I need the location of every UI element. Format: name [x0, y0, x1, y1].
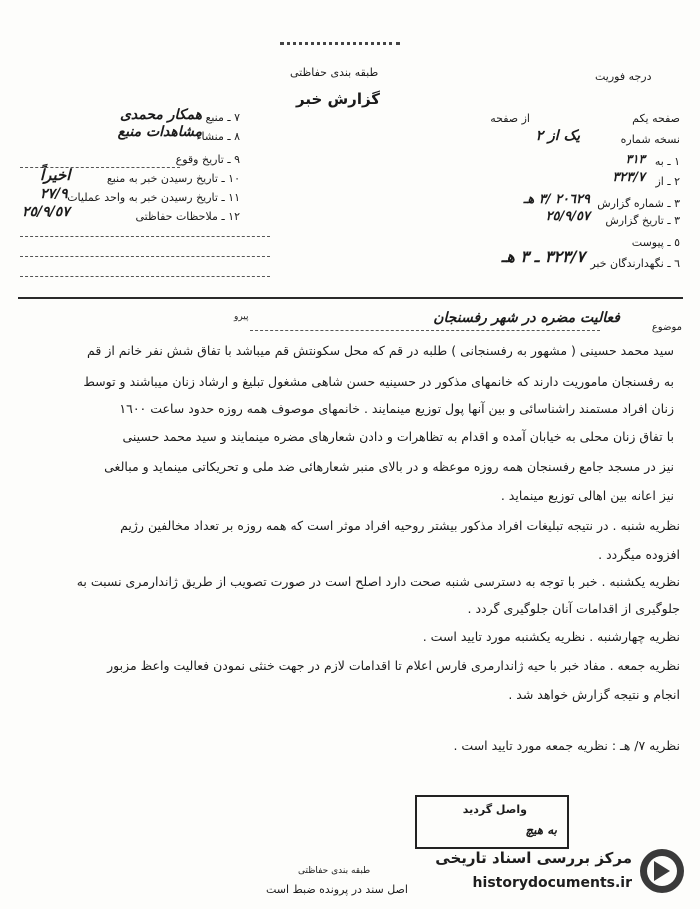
- subject-side-note: پیرو: [234, 312, 249, 322]
- field-report-number-label: ٣ ـ شماره گزارش: [597, 197, 680, 210]
- field-security-notes-label: ١٢ ـ ملاحظات حفاظتی: [135, 210, 240, 223]
- header-separator: [18, 297, 683, 299]
- watermark-url: historydocuments.ir: [472, 875, 632, 891]
- classification-bottom: طبقه بندی حفاظتی: [298, 866, 371, 876]
- body-line: نیز اعانه بین اهالی توزیع مینماید .: [500, 488, 674, 503]
- opinion-line: جلوگیری از اقدامات آنان جلوگیری گردد .: [467, 601, 680, 616]
- opinion-line: انجام و نتیجه گزارش خواهد شد .: [508, 687, 680, 702]
- field-date-ops-value: ٢٧/٩: [40, 186, 68, 202]
- footer-note: اصل سند در پرونده ضبط است: [266, 883, 408, 896]
- field-date-event-label: ٩ ـ تاریخ وقوع: [175, 153, 240, 166]
- field-date-received-value: اخیراً: [40, 166, 71, 184]
- body-line: زنان افراد مستمند راشناسائی و بین آنها پول توزیع مینمایند . خانمهای موصوف همه روزه حدود ساعت ١٦٠٠: [119, 401, 674, 416]
- field-date-ops-label: ١١ ـ تاریخ رسیدن خبر به واحد عملیات: [67, 191, 240, 204]
- field-copy-value: یک از ۲: [535, 128, 580, 144]
- field-keepers-label: ٦ ـ نگهدارندگان خبر: [590, 257, 680, 270]
- field-to-value: ٣١٣: [625, 152, 645, 166]
- opinion-line: نظریه شنبه . در نتیجه تبلیغات افراد مذکور بیشتر روحیه افراد موثر است که همه روزه بر تعداد مخالفین رژیم: [120, 518, 680, 533]
- classification-top: طبقه بندی حفاظتی: [290, 66, 379, 79]
- subject-value: فعالیت مضره در شهر رفسنجان: [433, 310, 620, 326]
- watermark-title: مرکز بررسی اسناد تاریخی: [435, 849, 632, 867]
- document-title: گزارش خبر: [296, 90, 381, 108]
- body-line: سید محمد حسینی ( مشهور به رفسنجانی ) طلبه در قم که محل سکونتش قم میباشد با تفاق شش نفر خانم از قم: [87, 343, 674, 358]
- field-from-label: ٢ ـ از: [655, 175, 680, 188]
- received-stamp-handwriting: به هیچ: [525, 823, 557, 837]
- field-to-label: ١ ـ به: [654, 155, 680, 168]
- field-security-notes-value: ٢٥/٩/٥٧: [22, 204, 70, 220]
- opinion-line: افزوده میگردد .: [598, 547, 680, 562]
- urgency-label: درجه فوریت: [595, 70, 652, 83]
- field-page-from: از صفحه: [490, 112, 530, 125]
- opinion-line: نظریه یکشنبه . خبر با توجه به دسترسی شنبه صحت دارد اصلح است در صورت تصویب از طریق ژاندارمری نسبت به: [76, 574, 680, 589]
- field-attachment-label: ٥ ـ پیوست: [631, 236, 680, 249]
- header-smudge: [280, 30, 400, 45]
- field-report-number-value: ٢٠٦٢٩ /٣ هـ: [523, 192, 590, 207]
- field-keepers-value: ٣٢٣/٧ ـ ٣ هـ: [501, 247, 585, 266]
- field-report-date-label: ٣ ـ تاریخ گزارش: [605, 214, 680, 227]
- received-stamp-label: واصل گردید: [462, 803, 527, 816]
- received-stamp: [415, 795, 569, 849]
- field-origin-label: ٨ ـ منشاء: [196, 130, 240, 143]
- opinion-line: نظریه چهارشنبه . نظریه یکشنبه مورد تایید است .: [422, 629, 680, 644]
- field-copy-label: نسخه شماره: [620, 133, 680, 146]
- opinion-line: نظریه جمعه . مفاد خبر با حیه ژاندارمری فارس اعلام تا اقدامات لازم در جهت خنثی نمودن فعالیت واعظ مزبور: [107, 658, 680, 673]
- body-line: با تفاق زنان محلی به خیابان آمده و اقدام به تظاهرات و دادن شعارهای مضره مینمایند و سید محمد حسینی: [122, 429, 674, 444]
- field-page-label: صفحه یکم: [632, 112, 680, 125]
- field-source-label: ٧ ـ منبع: [205, 111, 240, 124]
- opinion-line: نظریه ٧/ هـ : نظریه جمعه مورد تایید است .: [453, 738, 680, 753]
- field-source-value: همکار محمدی: [119, 107, 202, 123]
- body-line: به رفسنجان ماموریت دارند که خانمهای مذکور در حسینیه حسن شاهی مشغول تبلیغ و ارشاد زنان میباشند و توسط: [83, 374, 674, 389]
- watermark-logo-icon: [638, 847, 686, 895]
- field-origin-value: مشاهدات منبع: [117, 124, 202, 140]
- field-date-received-label: ١٠ ـ تاریخ رسیدن خبر به منبع: [106, 172, 240, 185]
- subject-label: موضوع: [651, 322, 682, 333]
- body-line: نیز در مسجد جامع رفسنجان همه روزه موعظه و در بالای منبر شعارهائی ضد ملی و تحریکاتی مینماید و مبالغی: [104, 459, 674, 474]
- field-report-date-value: ٢٥/٩/٥٧: [545, 209, 590, 224]
- watermark: [435, 843, 688, 903]
- field-from-value: ٣٢٣/٧: [612, 170, 645, 185]
